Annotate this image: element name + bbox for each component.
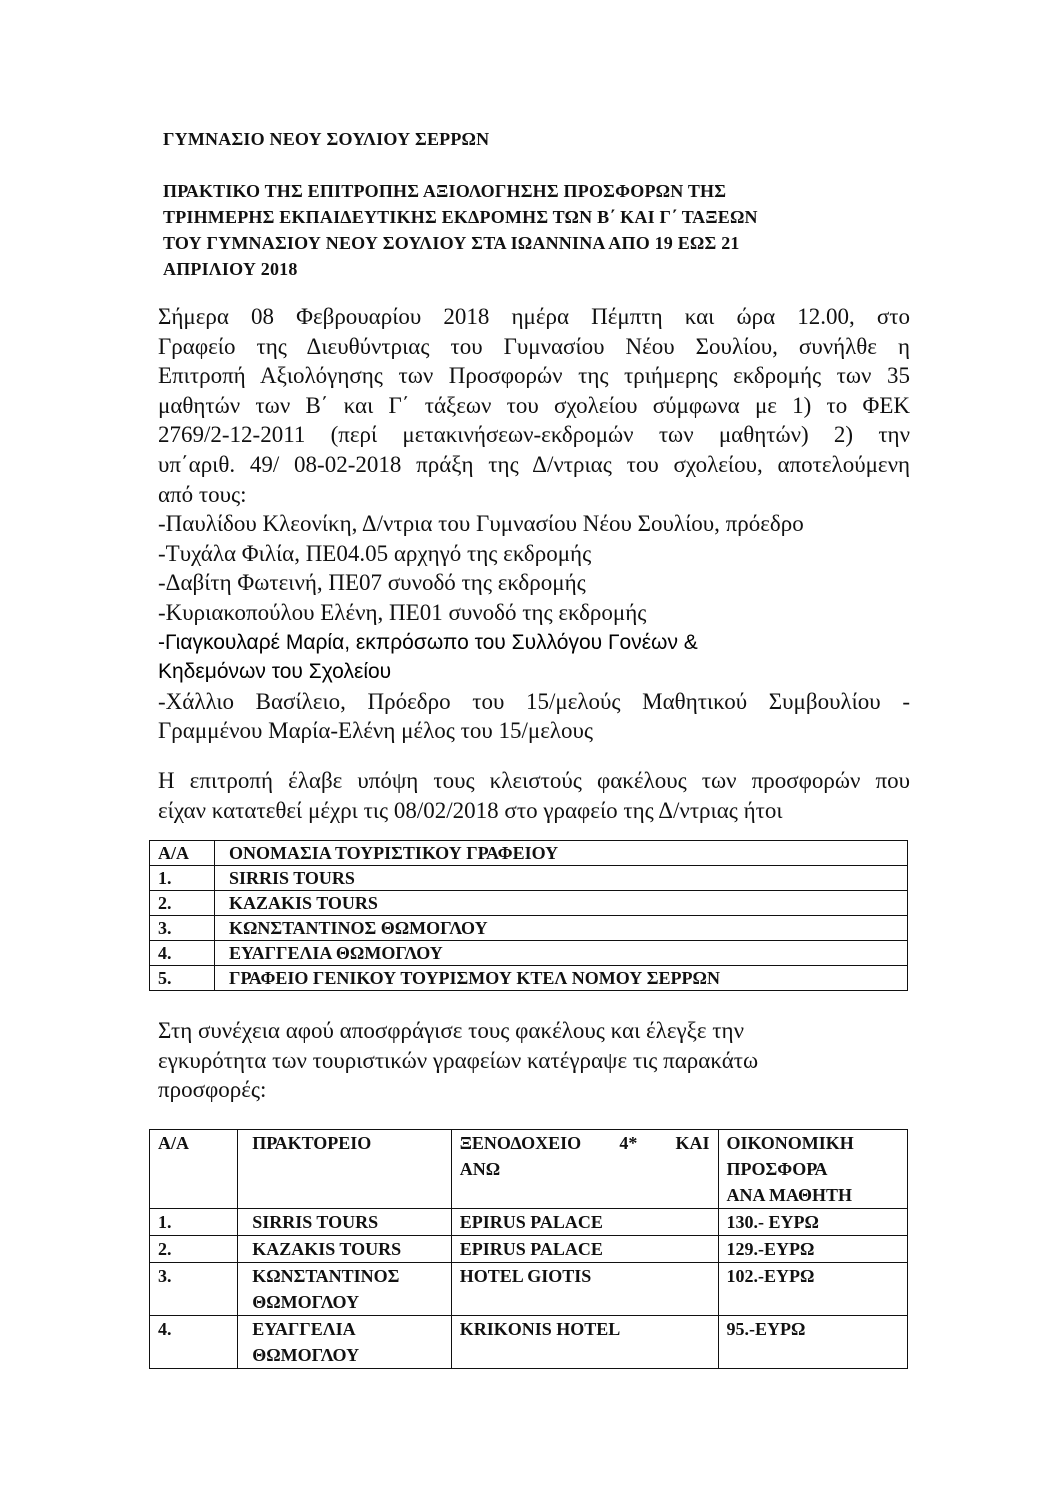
document-title-line: ΠΡΑΚΤΙΚΟ ΤΗΣ ΕΠΙΤΡΟΠΗΣ ΑΞΙΟΛΟΓΗΣΗΣ ΠΡΟΣΦΟΡΩΝ ΤΗΣ bbox=[163, 181, 727, 201]
committee-member: -Δαβίτη Φωτεινή, ΠΕ07 συνοδό της εκδρομής bbox=[158, 570, 586, 596]
agency-cell bbox=[238, 1316, 452, 1369]
agency-name: ΕΥΑΓΓΕΛΙΑ ΘΩΜΟΓΛΟΥ bbox=[215, 941, 908, 966]
hotel-cell: EPIRUS PALACE bbox=[451, 1209, 718, 1236]
envelopes-text: είχαν κατατεθεί μέχρι τις 08/02/2018 στο γραφείο της Δ/ντριας ήτοι bbox=[158, 797, 783, 823]
table-row bbox=[150, 941, 908, 966]
offers-intro-line: εγκυρότητα των τουριστικών γραφείων κατέγραψε τις παρακάτω bbox=[158, 1047, 759, 1073]
agency-cell bbox=[238, 1209, 452, 1236]
table-row bbox=[150, 916, 908, 941]
parent-representative: -Γιαγκουλαρέ Μαρία, εκπρόσωπο του Συλλόγου Γονέων & bbox=[158, 630, 698, 654]
table-row bbox=[150, 891, 908, 916]
school-title: ΓΥΜΝΑΣΙΟ ΝΕΟΥ ΣΟΥΛΙΟΥ ΣΕΡΡΩΝ bbox=[163, 129, 490, 149]
column-header-hotel bbox=[451, 1130, 718, 1209]
column-header-aa: Α/Α bbox=[150, 841, 215, 866]
agency-name: SIRRIS TOURS bbox=[252, 1212, 379, 1232]
price-header-line: ΑΝΑ ΜΑΘΗΤΗ bbox=[726, 1185, 852, 1205]
table-row bbox=[150, 1263, 908, 1316]
column-header-agency: ΠΡΑΚΤΟΡΕΙΟ bbox=[238, 1130, 452, 1209]
offers-intro-line: Στη συνέχεια αφού αποσφράγισε τους φακέλους και έλεγξε την bbox=[158, 1018, 744, 1043]
column-header-price bbox=[718, 1130, 907, 1209]
student-representative: Γραμμένου Μαρία-Ελένη μέλος του 15/μελους bbox=[158, 718, 594, 744]
price-cell: 130.- ΕΥΡΩ bbox=[718, 1209, 907, 1236]
hotel-cell: EPIRUS PALACE bbox=[451, 1236, 718, 1263]
price-header-line: ΟΙΚΟΝΟΜΙΚΗ bbox=[726, 1133, 854, 1153]
column-header-aa: Α/Α bbox=[150, 1130, 238, 1209]
price-header-line: ΠΡΟΣΦΟΡΑ bbox=[726, 1159, 828, 1179]
agency-name: ΓΡΑΦΕΙΟ ΓΕΝΙΚΟΥ ΤΟΥΡΙΣΜΟΥ ΚΤΕΛ ΝΟΜΟΥ ΣΕΡΡΩΝ bbox=[215, 966, 908, 991]
intro-line: μαθητών των Β΄ και Γ΄ τάξεων του σχολείου σύμφωνα με 1) το ΦΕΚ bbox=[158, 392, 910, 418]
table-row bbox=[150, 1236, 908, 1263]
document-title-line: ΑΠΡΙΛΙΟΥ 2018 bbox=[163, 259, 298, 279]
table-row bbox=[150, 966, 908, 991]
hotel-header-word: ΚΑΙ bbox=[675, 1133, 710, 1153]
student-representative: -Χάλλιο Βασίλειο, Πρόεδρο του 15/μελούς Μαθητικού Συμβουλίου - bbox=[158, 688, 910, 714]
hotel-header-word: 4* bbox=[619, 1133, 638, 1153]
row-number: 5. bbox=[150, 966, 215, 991]
agency-name: KAZAKIS TOURS bbox=[252, 1239, 402, 1259]
row-number: 1. bbox=[150, 866, 215, 891]
table-row bbox=[150, 1316, 908, 1369]
agency-name: ΕΥΑΓΓΕΛΙΑ bbox=[252, 1319, 356, 1339]
document-title bbox=[163, 178, 863, 282]
agency-name: ΘΩΜΟΓΛΟΥ bbox=[252, 1292, 360, 1312]
intro-line: Επιτροπή Αξιολόγησης των Προσφορών της τριήμερης εκδρομής των 35 bbox=[158, 363, 910, 389]
intro-line: Σήμερα 08 Φεβρουαρίου 2018 ημέρα Πέμπτη και ώρα 12.00, στο bbox=[158, 304, 910, 329]
hotel-cell: HOTEL GIOTIS bbox=[451, 1263, 718, 1316]
table-header-row bbox=[150, 841, 908, 866]
row-number: 1. bbox=[150, 1209, 238, 1236]
intro-line: Γραφείο της Διευθύντριας του Γυμνασίου Νέου Σουλίου, συνήλθε η bbox=[158, 333, 910, 359]
agency-name: KAZAKIS TOURS bbox=[215, 891, 908, 916]
document-title-line: ΤΡΙΗΜΕΡΗΣ ΕΚΠΑΙΔΕΥΤΙΚΗΣ ΕΚΔΡΟΜΗΣ ΤΩΝ Β΄ ΚΑΙ Γ΄ ΤΑΞΕΩΝ bbox=[163, 207, 758, 227]
row-number: 4. bbox=[150, 941, 215, 966]
offers-intro-line: προσφορές: bbox=[158, 1077, 267, 1103]
envelopes-text: Η επιτροπή έλαβε υπόψη τους κλειστούς φακέλους των προσφορών που bbox=[158, 767, 910, 793]
hotel-header-word: ΑΝΩ bbox=[459, 1159, 501, 1179]
row-number: 2. bbox=[150, 891, 215, 916]
agency-name: ΚΩΝΣΤΑΝΤΙΝΟΣ ΘΩΜΟΓΛΟΥ bbox=[215, 916, 908, 941]
price-cell: 95.-ΕΥΡΩ bbox=[718, 1316, 907, 1369]
committee-member: -Τυχάλα Φιλία, ΠΕ04.05 αρχηγό της εκδρομής bbox=[158, 540, 592, 566]
parent-representative: Κηδεμόνων του Σχολείου bbox=[158, 660, 392, 684]
column-header-agency-name: ΟΝΟΜΑΣΙΑ ΤΟΥΡΙΣΤΙΚΟΥ ΓΡΑΦΕΙΟΥ bbox=[215, 841, 908, 866]
table-header-row bbox=[150, 1130, 908, 1209]
agency-name: ΘΩΜΟΓΛΟΥ bbox=[252, 1345, 360, 1365]
row-number: 4. bbox=[150, 1316, 238, 1369]
intro-line: υπ΄αριθ. 49/ 08-02-2018 πράξη της Δ/ντριας του σχολείου, αποτελούμενη bbox=[158, 451, 910, 477]
agencies-table bbox=[149, 840, 908, 991]
agency-name: SIRRIS TOURS bbox=[215, 866, 908, 891]
table-row bbox=[150, 1209, 908, 1236]
agency-cell bbox=[238, 1263, 452, 1316]
agency-cell bbox=[238, 1236, 452, 1263]
committee-member: -Κυριακοπούλου Ελένη, ΠΕ01 συνοδό της εκδρομής bbox=[158, 599, 647, 625]
hotel-cell: KRIKONIS HOTEL bbox=[451, 1316, 718, 1369]
agency-name: ΚΩΝΣΤΑΝΤΙΝΟΣ bbox=[252, 1266, 400, 1286]
offers-table bbox=[149, 1129, 908, 1369]
table-row bbox=[150, 866, 908, 891]
row-number: 2. bbox=[150, 1236, 238, 1263]
hotel-header-word: ΞΕΝΟΔΟΧΕΙΟ bbox=[459, 1133, 582, 1153]
intro-line: 2769/2-12-2011 (περί μετακινήσεων-εκδρομών των μαθητών) 2) την bbox=[158, 422, 910, 448]
row-number: 3. bbox=[150, 916, 215, 941]
price-cell: 129.-ΕΥΡΩ bbox=[718, 1236, 907, 1263]
committee-member: -Παυλίδου Κλεονίκη, Δ/ντρια του Γυμνασίου Νέου Σουλίου, πρόεδρο bbox=[158, 511, 804, 537]
minutes-body bbox=[158, 302, 910, 825]
document-title-line: ΤΟΥ ΓΥΜΝΑΣΙΟΥ ΝΕΟΥ ΣΟΥΛΙΟΥ ΣΤΑ ΙΩΑΝΝΙΝΑ ΑΠΟ 19 ΕΩΣ 21 bbox=[163, 233, 740, 253]
row-number: 3. bbox=[150, 1263, 238, 1316]
price-cell: 102.-ΕΥΡΩ bbox=[718, 1263, 907, 1316]
offers-intro bbox=[158, 1016, 910, 1105]
intro-line: από τους: bbox=[158, 481, 247, 507]
